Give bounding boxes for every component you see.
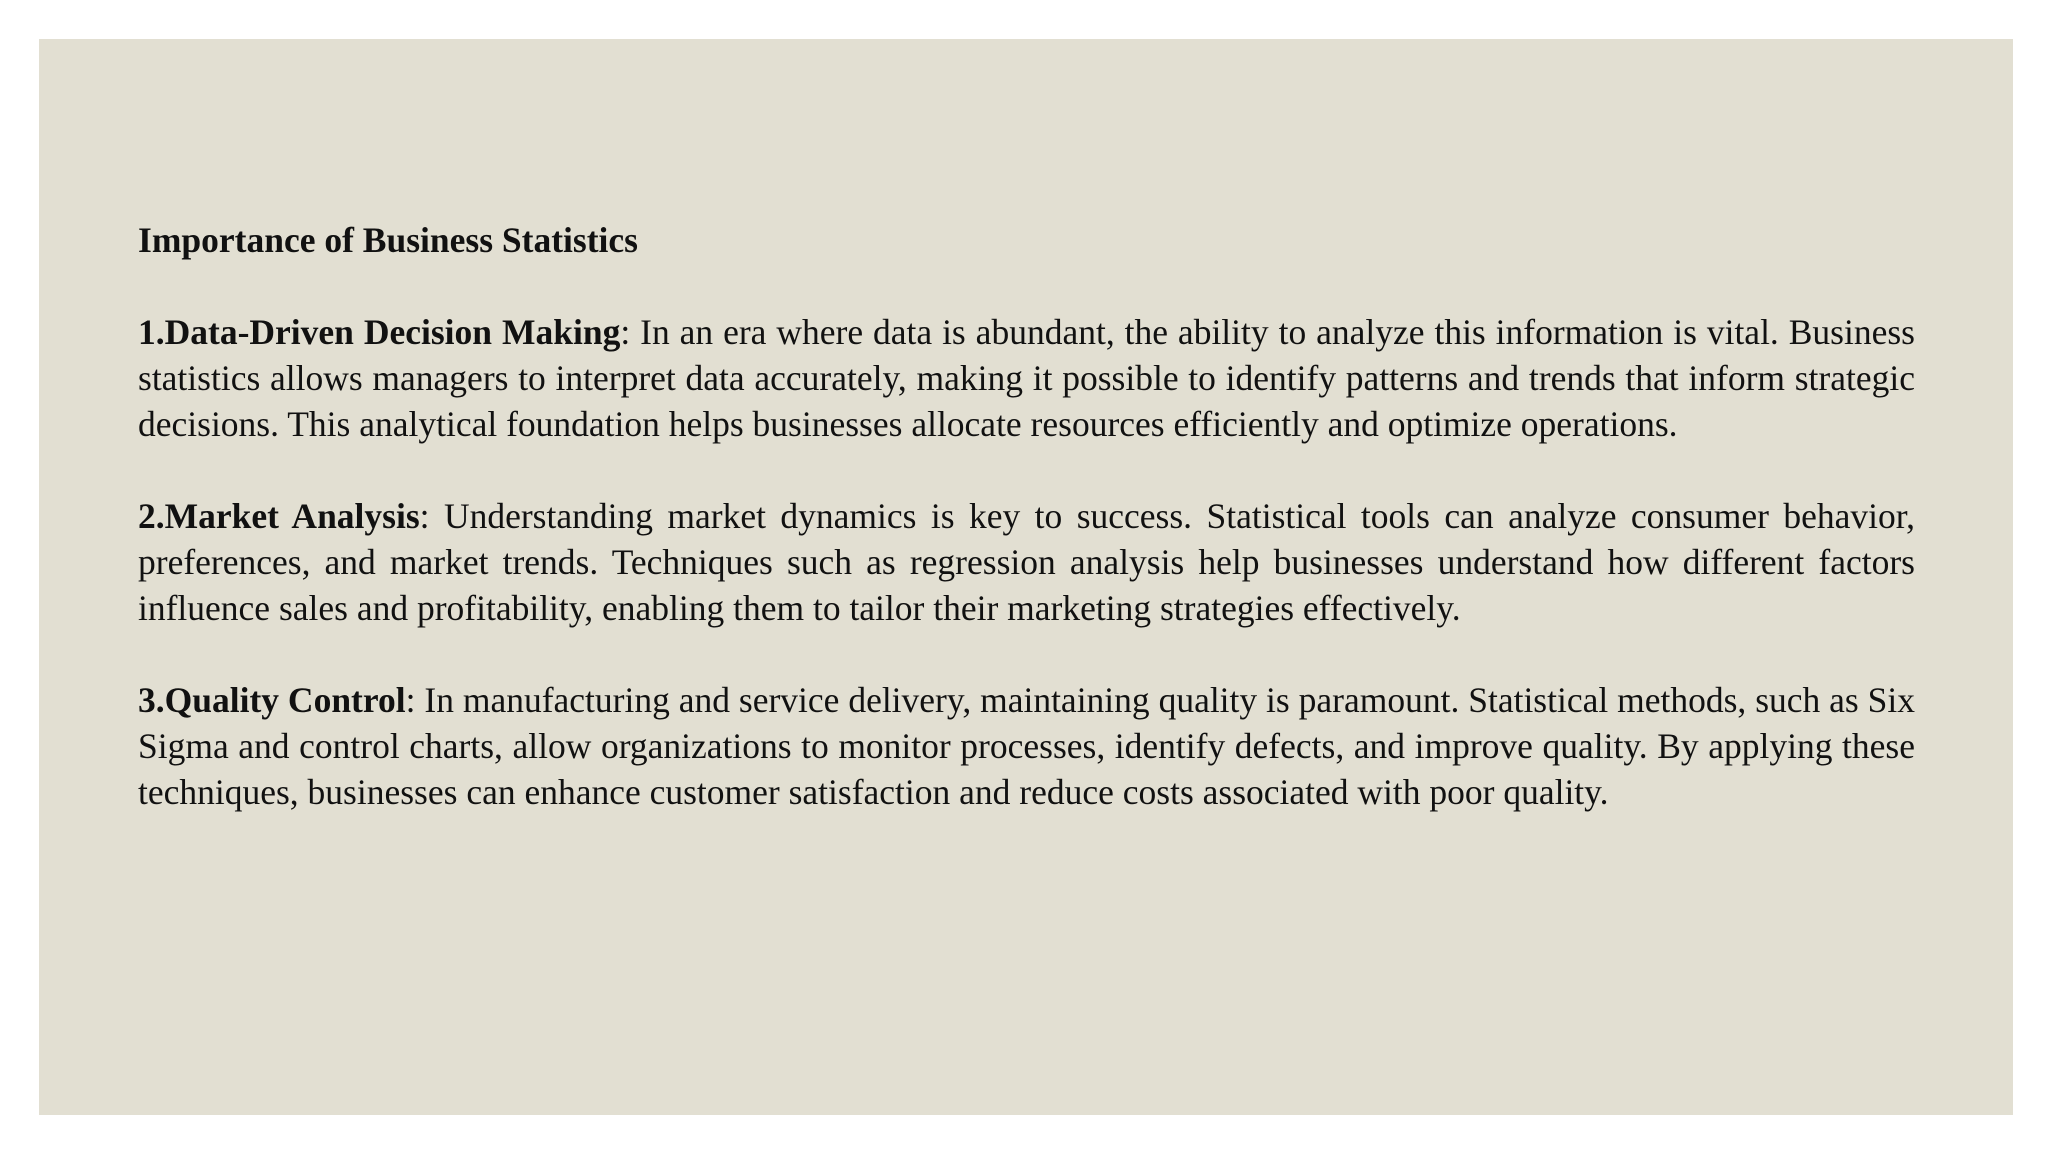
point-data-driven-decision-making (138, 309, 1915, 447)
point-body: : Understanding market dynamics is key to success. Statistical tools can analyze consumer behavior, preferences, and market trends. Techniques such as regression analysis help businesses understand how different factors influence sales and profitability, enabling them to tailor their marketing strategies effectively. (138, 496, 1915, 628)
point-quality-control (138, 677, 1915, 815)
point-heading: 1.Data-Driven Decision Making (138, 312, 621, 352)
slide-title: Importance of Business Statistics (138, 220, 638, 260)
point-body: : In manufacturing and service delivery, maintaining quality is paramount. Statistical methods, such as Six Sigma and control charts, allow organizations to monitor processes, identify defects, and improve quality. By applying these techniques, businesses can enhance customer satisfaction and reduce costs associated with poor quality. (138, 680, 1915, 812)
slide (39, 39, 2013, 1115)
slide-content (138, 217, 1915, 815)
point-body: : In an era where data is abundant, the ability to analyze this information is vital. Business statistics allows managers to interpret data accurately, making it possible to identify patterns and trends that inform strategic decisions. This analytical foundation helps businesses allocate resources efficiently and optimize operations. (138, 312, 1915, 444)
point-heading: 3.Quality Control (138, 680, 406, 720)
point-heading: 2.Market Analysis (138, 496, 420, 536)
point-market-analysis (138, 493, 1915, 631)
